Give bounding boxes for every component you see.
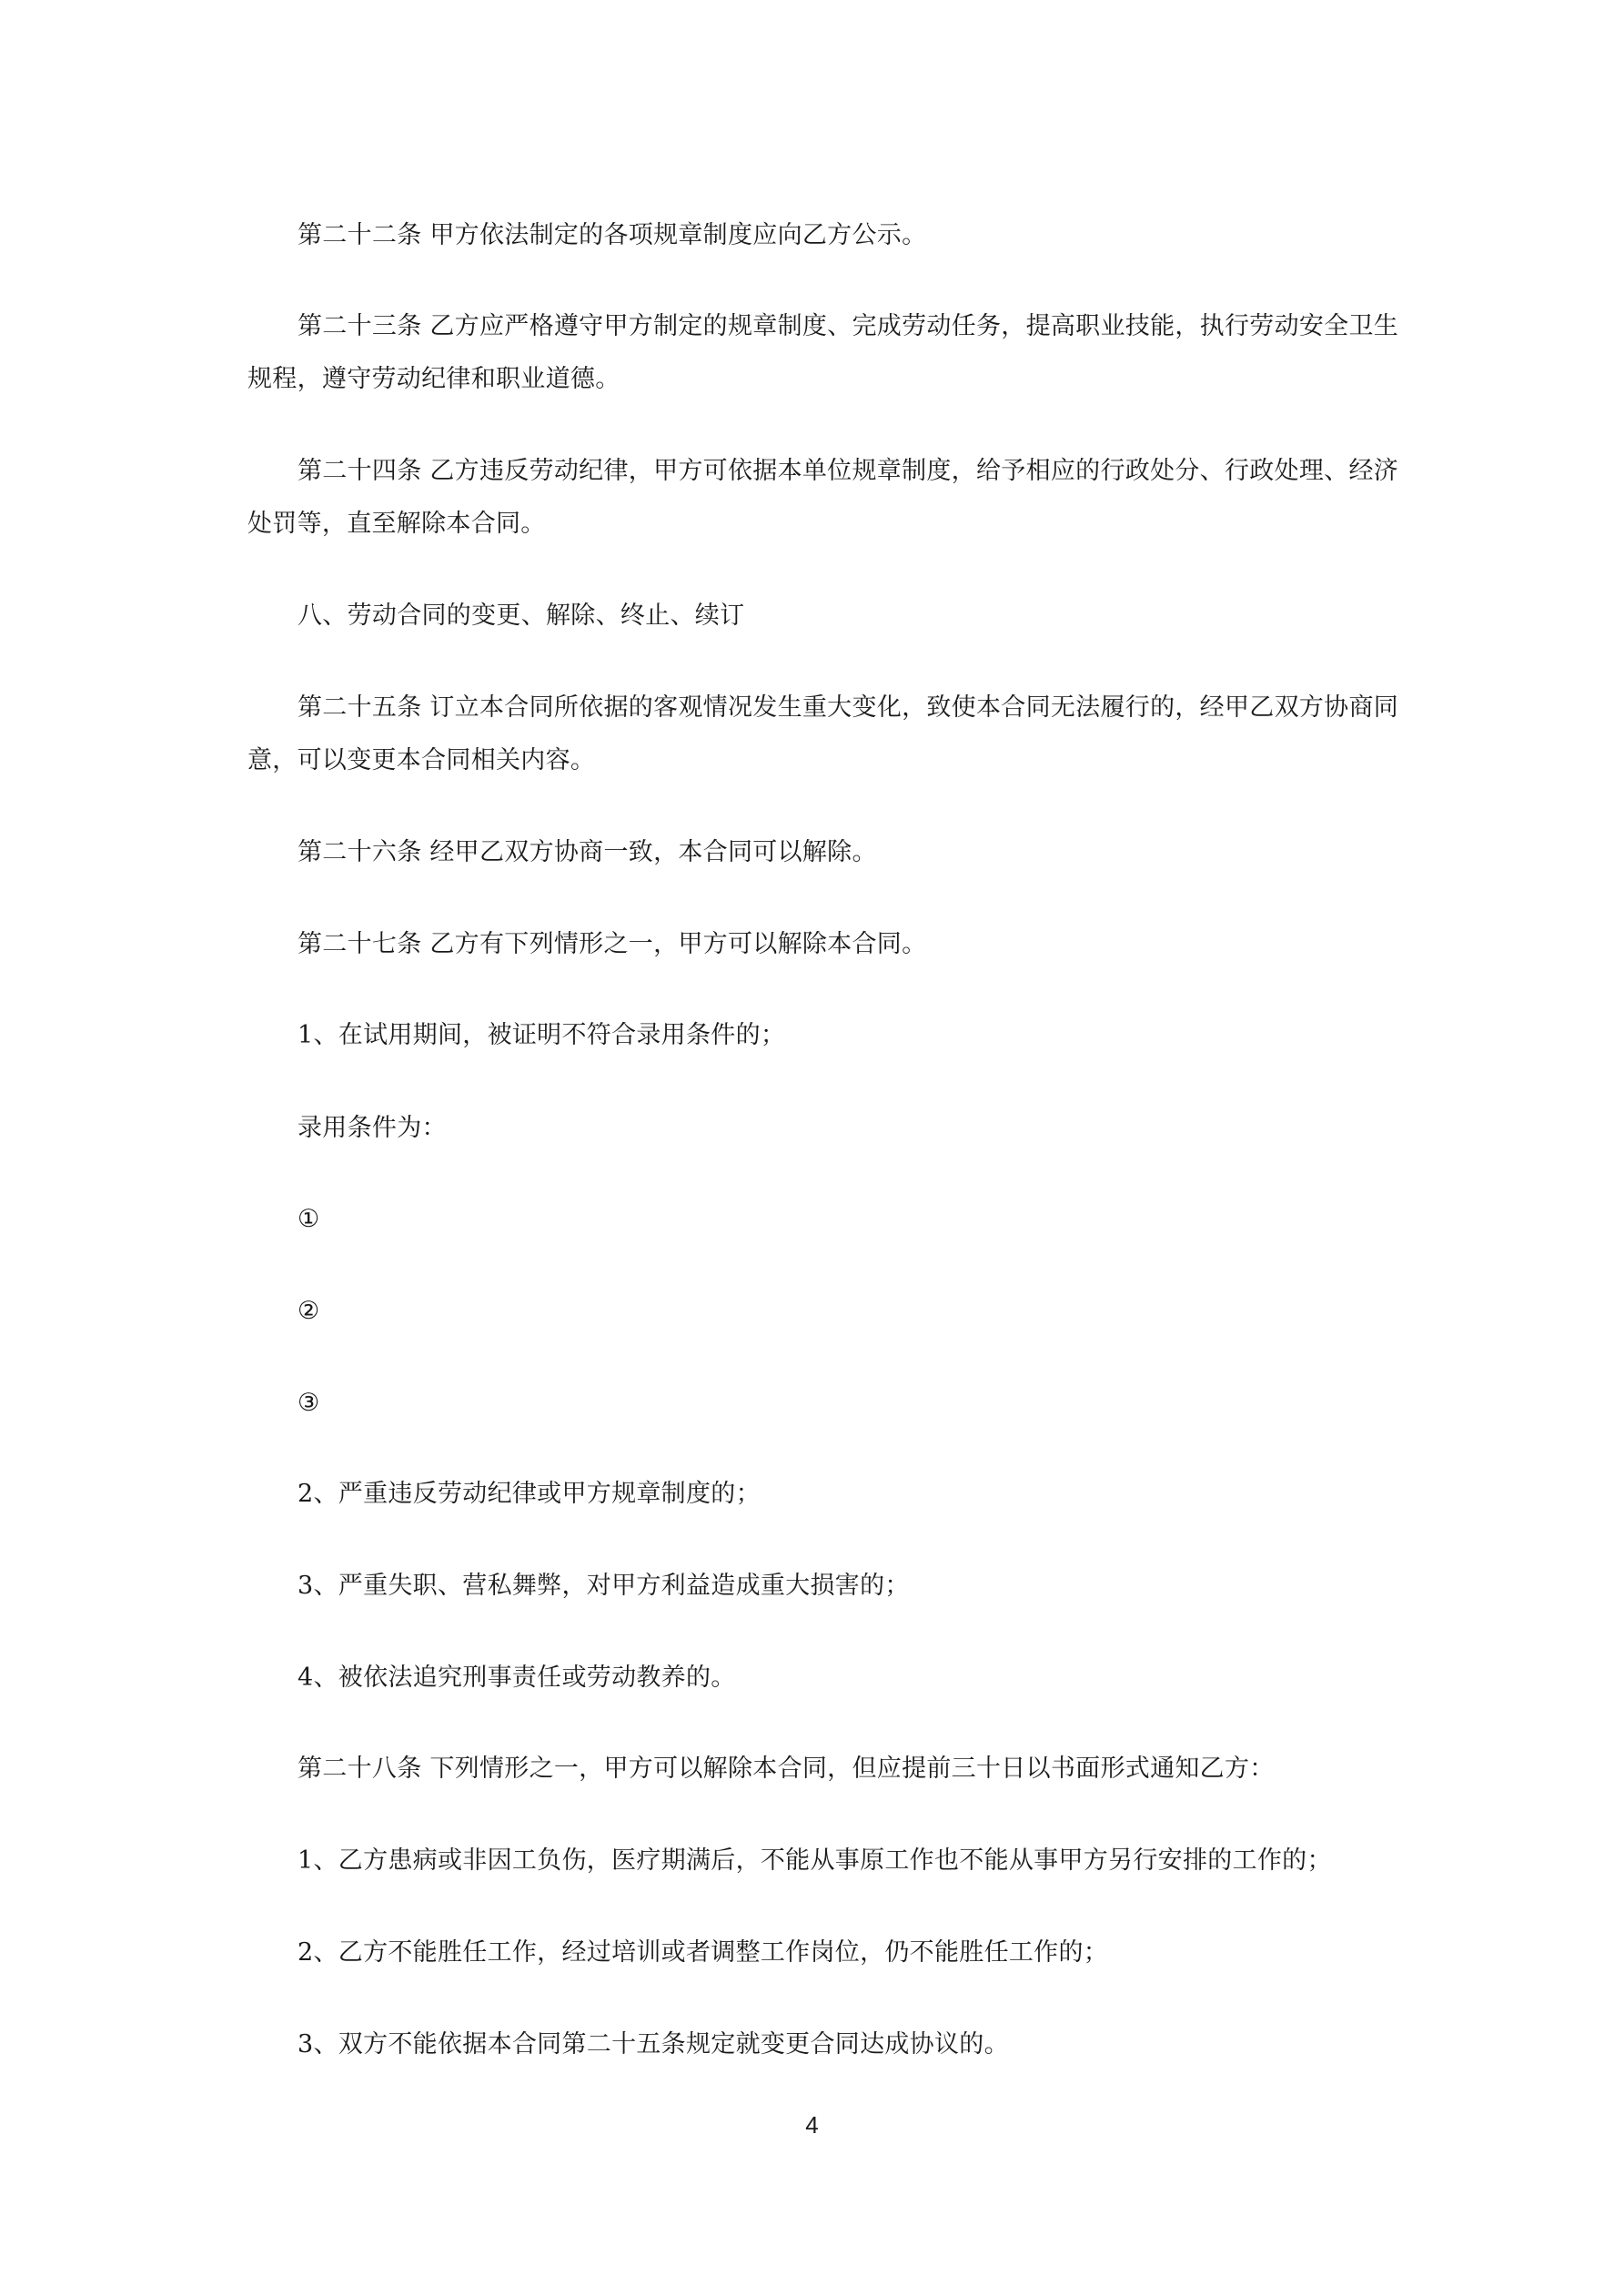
article-25-line-1: 第二十五条 订立本合同所依据的客观情况发生重大变化，致使本合同无法履行的，经甲乙双方协商同 [298, 693, 1399, 722]
hiring-conditions-label: 录用条件为： [298, 1114, 447, 1142]
article-28: 第二十八条 下列情形之一，甲方可以解除本合同，但应提前三十日以书面形式通知乙方： [298, 1755, 1275, 1783]
list-item-1: 1、在试用期间，被证明不符合录用条件的； [298, 1021, 786, 1049]
condition-3-marker: ③ [298, 1389, 320, 1417]
article-28-item-1: 1、乙方患病或非因工负伤，医疗期满后，不能从事原工作也不能从事甲方另行安排的工作的； [298, 1846, 1332, 1875]
article-28-item-3: 3、双方不能依据本合同第二十五条规定就变更合同达成协议的。 [298, 2030, 1009, 2058]
article-27: 第二十七条 乙方有下列情形之一，甲方可以解除本合同。 [298, 930, 927, 958]
condition-2-marker: ② [298, 1297, 320, 1325]
list-item-2: 2、严重违反劳动纪律或甲方规章制度的； [298, 1480, 761, 1508]
article-22: 第二十二条 甲方依法制定的各项规章制度应向乙方公示。 [298, 221, 927, 249]
article-26: 第二十六条 经甲乙双方协商一致，本合同可以解除。 [298, 838, 877, 866]
section-heading: 八、劳动合同的变更、解除、终止、续订 [298, 602, 745, 630]
list-item-3: 3、严重失职、营私舞弊，对甲方利益造成重大损害的； [298, 1572, 910, 1600]
condition-1-marker: ① [298, 1205, 320, 1233]
article-23-line-2: 规程，遵守劳动纪律和职业道德。 [247, 365, 620, 393]
article-24-line-1: 第二十四条 乙方违反劳动纪律，甲方可依据本单位规章制度，给予相应的行政处分、行政处理、经济 [298, 457, 1399, 485]
list-item-4: 4、被依法追究刑事责任或劳动教养的。 [298, 1664, 736, 1692]
article-25-line-2: 意，可以变更本合同相关内容。 [247, 746, 596, 774]
article-28-item-2: 2、乙方不能胜任工作，经过培训或者调整工作岗位，仍不能胜任工作的； [298, 1938, 1109, 1967]
article-24-line-2: 处罚等，直至解除本合同。 [247, 510, 546, 538]
page-number: 4 [805, 2111, 819, 2139]
article-23-line-1: 第二十三条 乙方应严格遵守甲方制定的规章制度、完成劳动任务，提高职业技能，执行劳动安全卫生 [298, 312, 1399, 340]
